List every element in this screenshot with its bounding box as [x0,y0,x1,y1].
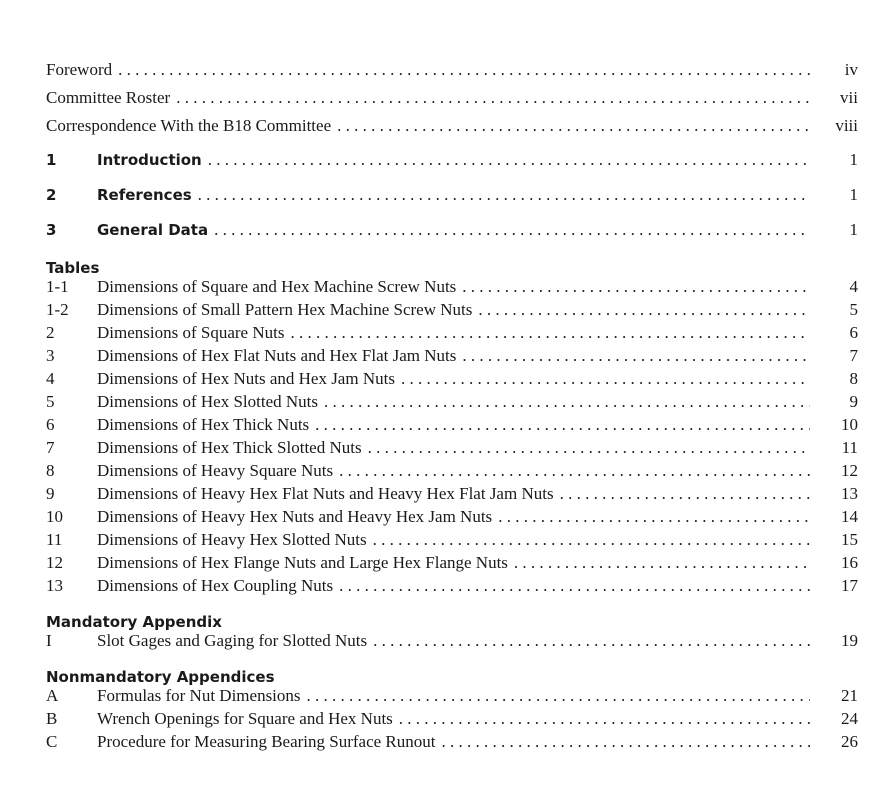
entry-page: 9 [849,392,858,411]
entry-title: Wrench Openings for Square and Hex Nuts [97,709,393,728]
dot-leader [373,530,810,550]
entry-page: 1 [849,185,858,204]
dot-leader [290,323,810,343]
entry-title: Dimensions of Hex Flat Nuts and Hex Flat Jam Nuts [97,346,457,365]
entry-number: C [46,732,58,751]
entry-page: 8 [849,369,858,388]
spacer [46,599,858,609]
dot-leader [401,369,810,389]
dot-leader [208,150,810,170]
sections-list [46,150,858,255]
entry-page: 11 [841,438,858,457]
entry-number: 1-2 [46,300,69,319]
entry-page: viii [835,116,858,135]
entry-title: General Data [97,221,209,239]
entry-number: 4 [46,369,55,388]
entry-title: Dimensions of Square Nuts [97,323,285,342]
dot-leader [441,732,810,752]
dot-leader [498,507,810,527]
mandatory-appendix-heading: Mandatory Appendix [46,613,222,631]
toc-entry-table[interactable] [46,507,858,530]
entry-number: 12 [46,553,63,572]
entry-title: Dimensions of Heavy Hex Flat Nuts and Heavy Hex Flat Jam Nuts [97,484,554,503]
entry-page: vii [840,88,858,107]
toc-entry-table[interactable] [46,346,858,369]
entry-title: Dimensions of Small Pattern Hex Machine Screw Nuts [97,300,473,319]
entry-number: 5 [46,392,55,411]
nonmandatory-appendices-list [46,686,858,755]
dot-leader [214,220,810,240]
toc-entry-table[interactable] [46,392,858,415]
toc-entry-section-2[interactable] [46,185,858,220]
toc-entry-table[interactable] [46,323,858,346]
entry-title: Formulas for Nut Dimensions [97,686,301,705]
entry-number: I [46,631,52,650]
entry-title: Slot Gages and Gaging for Slotted Nuts [97,631,368,650]
entry-title: Dimensions of Heavy Hex Nuts and Heavy Hex Jam Nuts [97,507,493,526]
dot-leader [373,631,810,651]
spacer [46,654,858,664]
entry-title: Dimensions of Square and Hex Machine Screw Nuts [97,277,457,296]
entry-title: Introduction [97,151,202,169]
entry-page: 26 [841,732,858,751]
toc-entry-table[interactable] [46,300,858,323]
entry-title: Dimensions of Heavy Square Nuts [97,461,334,480]
entry-title: Dimensions of Hex Coupling Nuts [97,576,334,595]
entry-title: Dimensions of Hex Slotted Nuts [97,392,318,411]
toc-entry-table[interactable] [46,277,858,300]
entry-title: Foreword [46,60,113,79]
entry-page: 19 [841,631,858,650]
entry-page: 1 [849,150,858,169]
dot-leader [368,438,810,458]
entry-number: 1 [46,151,57,169]
entry-page: 13 [841,484,858,503]
toc-entry-section-1[interactable] [46,150,858,185]
entry-title: Dimensions of Hex Thick Nuts [97,415,310,434]
entry-title: Procedure for Measuring Bearing Surface Runout [97,732,436,751]
entry-number: 2 [46,323,55,342]
toc-entry-table[interactable] [46,461,858,484]
entry-title: Committee Roster [46,88,171,107]
entry-title: Dimensions of Hex Nuts and Hex Jam Nuts [97,369,395,388]
entry-page: 7 [849,346,858,365]
entry-page: 21 [841,686,858,705]
entry-title: Dimensions of Heavy Hex Slotted Nuts [97,530,367,549]
entry-number: 13 [46,576,63,595]
entry-number: 11 [46,530,63,549]
dot-leader [514,553,810,573]
entry-number: A [46,686,59,705]
entry-number: 1-1 [46,277,69,296]
dot-leader [462,346,810,366]
mandatory-appendix-list [46,631,858,654]
dot-leader [339,461,810,481]
toc-entry-appendix[interactable] [46,709,858,732]
nonmandatory-appendices-heading: Nonmandatory Appendices [46,668,275,686]
entry-page: 15 [841,530,858,549]
dot-leader [198,185,810,205]
toc-entry-appendix[interactable] [46,631,858,654]
entry-number: 10 [46,507,63,526]
tables-heading: Tables [46,259,100,277]
entry-page: 5 [849,300,858,319]
entry-number: 7 [46,438,55,457]
entry-page: 14 [841,507,858,526]
entry-page: 6 [849,323,858,342]
table-of-contents [46,60,858,755]
entry-number: 6 [46,415,55,434]
entry-page: 10 [841,415,858,434]
entry-number: 3 [46,221,57,239]
dot-leader [176,88,810,108]
dot-leader [560,484,810,504]
dot-leader [337,116,810,136]
toc-entry-table[interactable] [46,369,858,392]
dot-leader [462,277,810,297]
dot-leader [324,392,810,412]
dot-leader [339,576,810,596]
toc-entry-foreword[interactable] [46,60,858,88]
entry-page: 24 [841,709,858,728]
entry-number: 3 [46,346,55,365]
entry-page: iv [844,60,858,79]
toc-entry-table[interactable] [46,530,858,553]
toc-entry-committee-roster[interactable] [46,88,858,116]
entry-page: 12 [841,461,858,480]
toc-entry-table[interactable] [46,576,858,599]
toc-entry-appendix[interactable] [46,732,858,755]
entry-title: Dimensions of Hex Flange Nuts and Large Hex Flange Nuts [97,553,508,572]
dot-leader [307,686,810,706]
toc-entry-table[interactable] [46,438,858,461]
entry-title: References [97,186,192,204]
entry-title: Dimensions of Hex Thick Slotted Nuts [97,438,362,457]
entry-number: 8 [46,461,55,480]
entry-page: 4 [849,277,858,296]
toc-entry-table[interactable] [46,415,858,438]
tables-list [46,277,858,599]
dot-leader [315,415,810,435]
entry-page: 16 [841,553,858,572]
entry-number: 2 [46,186,57,204]
entry-page: 17 [841,576,858,595]
toc-entry-appendix[interactable] [46,686,858,709]
dot-leader [399,709,810,729]
entry-title: Correspondence With the B18 Committee [46,116,332,135]
toc-entry-table[interactable] [46,484,858,507]
dot-leader [478,300,810,320]
toc-entry-table[interactable] [46,553,858,576]
toc-entry-section-3[interactable] [46,220,858,255]
dot-leader [118,60,810,80]
entry-number: 9 [46,484,55,503]
toc-entry-correspondence[interactable] [46,116,858,144]
front-matter-list [46,60,858,144]
entry-number: B [46,709,58,728]
entry-page: 1 [849,220,858,239]
